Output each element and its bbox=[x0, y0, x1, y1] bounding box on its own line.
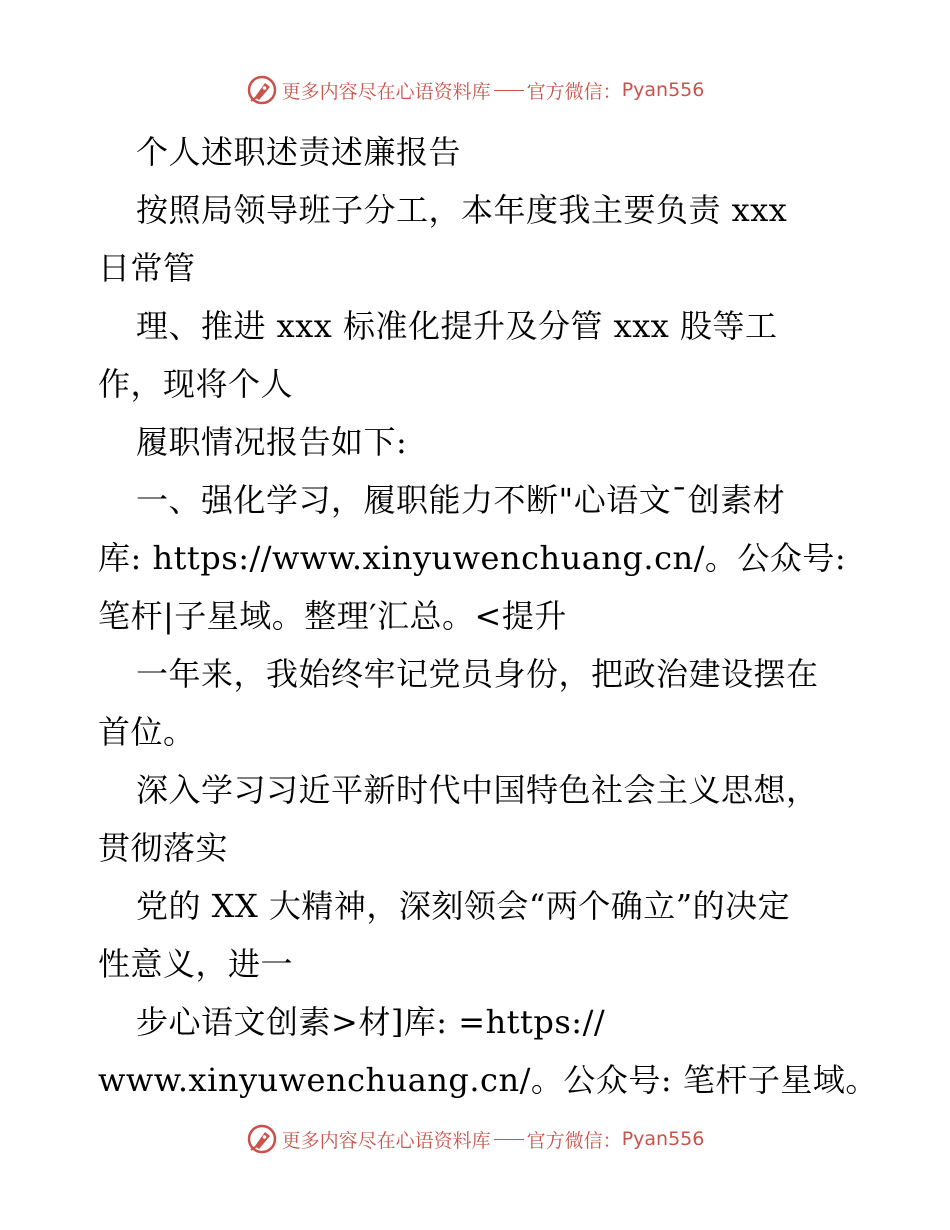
document-title: 个人述职述责述廉报告 bbox=[136, 133, 462, 171]
paragraph-line: www.xinyuwenchuang.cn/。公众号: 笔杆子星域。 bbox=[98, 1061, 878, 1099]
pen-nib-circle-logo-icon bbox=[246, 74, 278, 106]
footer-banner bbox=[0, 1119, 950, 1159]
paragraph-line: 笔杆|子星域。整理′汇总。<提升 bbox=[98, 597, 567, 635]
paragraph-line: 理、推进 xxx 标准化提升及分管 xxx 股等工 bbox=[136, 307, 778, 345]
section-heading: 一、强化学习，履职能力不断"心语文¯创素材 bbox=[136, 481, 786, 519]
banner-separator bbox=[494, 1139, 524, 1140]
paragraph-line: 贯彻落实 bbox=[98, 829, 229, 867]
banner-contact-label: 官方微信： bbox=[526, 1129, 622, 1152]
banner-brand-text: 更多内容尽在心语资料库 bbox=[281, 1129, 491, 1152]
banner-brand-text: 更多内容尽在心语资料库 bbox=[281, 80, 491, 103]
paragraph-line: 库: https://www.xinyuwenchuang.cn/。公众号: bbox=[98, 539, 847, 577]
paragraph-line: 党的 XX 大精神，深刻领会“两个确立”的决定 bbox=[136, 887, 791, 925]
paragraph-line: 日常管 bbox=[98, 249, 196, 287]
paragraph-line: 深入学习习近平新时代中国特色社会主义思想， bbox=[136, 771, 819, 809]
paragraph-line: 一年来，我始终牢记党员身份，把政治建设摆在 bbox=[136, 655, 819, 693]
paragraph-line: 步心语文创素>材]库: =https:// bbox=[136, 1003, 606, 1041]
banner-contact-id: Pyan556 bbox=[621, 79, 705, 101]
paragraph-line: 按照局领导班子分工，本年度我主要负责 xxx bbox=[136, 191, 788, 229]
paragraph-line: 首位。 bbox=[98, 713, 196, 751]
banner-separator bbox=[494, 90, 524, 91]
banner-contact-id: Pyan556 bbox=[621, 1128, 705, 1150]
paragraph-line: 履职情况报告如下: bbox=[136, 423, 408, 461]
banner-contact-label: 官方微信： bbox=[526, 80, 622, 103]
pen-nib-circle-logo-icon bbox=[246, 1123, 278, 1155]
paragraph-line: 性意义，进一 bbox=[98, 945, 294, 983]
header-banner bbox=[0, 70, 950, 110]
paragraph-line: 作，现将个人 bbox=[98, 365, 294, 403]
